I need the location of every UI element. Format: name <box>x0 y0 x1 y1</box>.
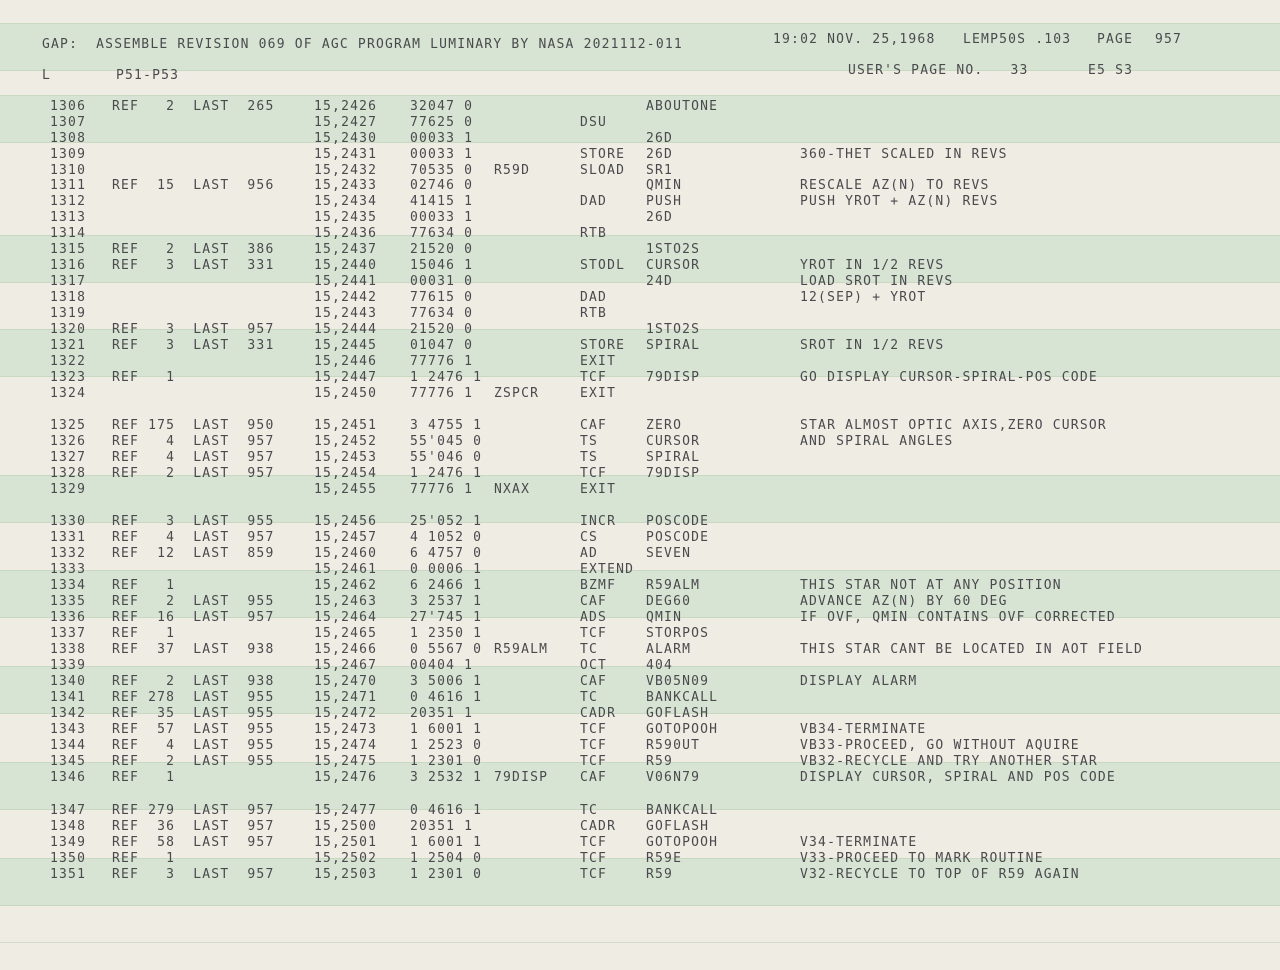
word-field: 77776 1 <box>410 386 474 401</box>
operand-field: CURSOR <box>646 434 701 449</box>
line-number: 1308 <box>50 131 87 146</box>
word-field: 00033 1 <box>410 131 474 146</box>
opcode-field: AD <box>580 546 599 561</box>
operand-field: ALARM <box>646 642 692 657</box>
ref-field: REF 12 LAST 859 <box>112 546 275 561</box>
word-field: 0 5567 0 <box>410 642 483 657</box>
left-mark: L <box>42 68 52 83</box>
word-field: 1 2523 0 <box>410 738 483 753</box>
address-field: 15,2465 <box>314 626 378 641</box>
comment-field: IF OVF, QMIN CONTAINS OVF CORRECTED <box>800 610 1116 625</box>
address-field: 15,2470 <box>314 674 378 689</box>
opcode-field: TS <box>580 434 599 449</box>
comment-field: V34-TERMINATE <box>800 835 918 850</box>
word-field: 1 2301 0 <box>410 867 483 882</box>
operand-field: 24D <box>646 274 674 289</box>
word-field: 1 2504 0 <box>410 851 483 866</box>
address-field: 15,2472 <box>314 706 378 721</box>
ref-field: REF 58 LAST 957 <box>112 835 275 850</box>
opcode-field: INCR <box>580 514 617 529</box>
comment-field: 12(SEP) + YROT <box>800 290 927 305</box>
line-number: 1306 <box>50 99 87 114</box>
address-field: 15,2432 <box>314 163 378 178</box>
operand-field: 1STO2S <box>646 242 701 257</box>
address-field: 15,2503 <box>314 867 378 882</box>
word-field: 21520 0 <box>410 322 474 337</box>
address-field: 15,2427 <box>314 115 378 130</box>
ref-field: REF 1 <box>112 851 176 866</box>
word-field: 21520 0 <box>410 242 474 257</box>
address-field: 15,2462 <box>314 578 378 593</box>
operand-field: 26D <box>646 210 674 225</box>
operand-field: R590UT <box>646 738 701 753</box>
line-number: 1351 <box>50 867 87 882</box>
operand-field: 79DISP <box>646 466 701 481</box>
address-field: 15,2464 <box>314 610 378 625</box>
ref-field: REF 4 LAST 957 <box>112 530 275 545</box>
comment-field: PUSH YROT + AZ(N) REVS <box>800 194 999 209</box>
ref-field: REF 57 LAST 955 <box>112 722 275 737</box>
word-field: 3 2537 1 <box>410 594 483 609</box>
operand-field: SR1 <box>646 163 674 178</box>
comment-field: VB33-PROCEED, GO WITHOUT AQUIRE <box>800 738 1080 753</box>
ref-field: REF 2 LAST 955 <box>112 594 275 609</box>
ref-field: REF 3 LAST 331 <box>112 338 275 353</box>
opcode-field: TCF <box>580 626 608 641</box>
address-field: 15,2500 <box>314 819 378 834</box>
ref-field: REF 1 <box>112 626 176 641</box>
ref-field: REF 2 LAST 386 <box>112 242 275 257</box>
word-field: 25'052 1 <box>410 514 483 529</box>
operand-field: GOFLASH <box>646 819 710 834</box>
opcode-field: TCF <box>580 370 608 385</box>
comment-field: STAR ALMOST OPTIC AXIS,ZERO CURSOR <box>800 418 1107 433</box>
operand-field: R59E <box>646 851 683 866</box>
address-field: 15,2502 <box>314 851 378 866</box>
operand-field: QMIN <box>646 610 683 625</box>
line-number: 1321 <box>50 338 87 353</box>
opcode-field: EXIT <box>580 386 617 401</box>
operand-field: ZERO <box>646 418 683 433</box>
line-number: 1341 <box>50 690 87 705</box>
line-number: 1310 <box>50 163 87 178</box>
word-field: 32047 0 <box>410 99 474 114</box>
operand-field: SPIRAL <box>646 450 701 465</box>
line-number: 1325 <box>50 418 87 433</box>
address-field: 15,2443 <box>314 306 378 321</box>
address-field: 15,2437 <box>314 242 378 257</box>
ref-field: REF 2 LAST 938 <box>112 674 275 689</box>
address-field: 15,2440 <box>314 258 378 273</box>
word-field: 1 2476 1 <box>410 370 483 385</box>
word-field: 6 4757 0 <box>410 546 483 561</box>
comment-field: ADVANCE AZ(N) BY 60 DEG <box>800 594 1008 609</box>
line-number: 1309 <box>50 147 87 162</box>
line-number: 1334 <box>50 578 87 593</box>
word-field: 41415 1 <box>410 194 474 209</box>
comment-field: RESCALE AZ(N) TO REVS <box>800 178 990 193</box>
address-field: 15,2452 <box>314 434 378 449</box>
operand-field: BANKCALL <box>646 690 719 705</box>
paper-band <box>0 858 1280 906</box>
line-number: 1318 <box>50 290 87 305</box>
operand-field: PUSH <box>646 194 683 209</box>
comment-field: VB34-TERMINATE <box>800 722 927 737</box>
ref-field: REF 2 LAST 957 <box>112 466 275 481</box>
operand-field: POSCODE <box>646 530 710 545</box>
opcode-field: TCF <box>580 867 608 882</box>
address-field: 15,2434 <box>314 194 378 209</box>
ref-field: REF 3 LAST 955 <box>112 514 275 529</box>
operand-field: QMIN <box>646 178 683 193</box>
opcode-field: EXIT <box>580 482 617 497</box>
line-number: 1345 <box>50 754 87 769</box>
word-field: 77625 0 <box>410 115 474 130</box>
listing-job: LEMP50S .103 <box>963 32 1072 47</box>
line-number: 1314 <box>50 226 87 241</box>
address-field: 15,2445 <box>314 338 378 353</box>
line-number: 1331 <box>50 530 87 545</box>
word-field: 70535 0 <box>410 163 474 178</box>
opcode-field: CADR <box>580 819 617 834</box>
word-field: 20351 1 <box>410 819 474 834</box>
address-field: 15,2467 <box>314 658 378 673</box>
address-field: 15,2455 <box>314 482 378 497</box>
line-number: 1327 <box>50 450 87 465</box>
paper-rule <box>0 942 1280 943</box>
address-field: 15,2477 <box>314 803 378 818</box>
address-field: 15,2463 <box>314 594 378 609</box>
ref-field: REF 2 LAST 955 <box>112 754 275 769</box>
opcode-field: TS <box>580 450 599 465</box>
opcode-field: TC <box>580 642 599 657</box>
line-number: 1344 <box>50 738 87 753</box>
address-field: 15,2451 <box>314 418 378 433</box>
line-number: 1339 <box>50 658 87 673</box>
operand-field: VB05N09 <box>646 674 710 689</box>
line-number: 1340 <box>50 674 87 689</box>
listing-datetime: 19:02 NOV. 25,1968 <box>773 32 936 47</box>
address-field: 15,2471 <box>314 690 378 705</box>
line-number: 1322 <box>50 354 87 369</box>
comment-field: DISPLAY ALARM <box>800 674 918 689</box>
opcode-field: CADR <box>580 706 617 721</box>
operand-field: CURSOR <box>646 258 701 273</box>
comment-field: THIS STAR NOT AT ANY POSITION <box>800 578 1062 593</box>
address-field: 15,2442 <box>314 290 378 305</box>
line-number: 1323 <box>50 370 87 385</box>
ref-field: REF 35 LAST 955 <box>112 706 275 721</box>
opcode-field: CAF <box>580 674 608 689</box>
opcode-field: CAF <box>580 418 608 433</box>
operand-field: ABOUTONE <box>646 99 719 114</box>
line-number: 1328 <box>50 466 87 481</box>
word-field: 55'046 0 <box>410 450 483 465</box>
label-field: NXAX <box>494 482 531 497</box>
opcode-field: ADS <box>580 610 608 625</box>
line-number: 1337 <box>50 626 87 641</box>
comment-field: YROT IN 1/2 REVS <box>800 258 945 273</box>
label-field: 79DISP <box>494 770 549 785</box>
address-field: 15,2446 <box>314 354 378 369</box>
label-field: ZSPCR <box>494 386 540 401</box>
word-field: 77634 0 <box>410 226 474 241</box>
line-number: 1330 <box>50 514 87 529</box>
word-field: 0 4616 1 <box>410 803 483 818</box>
listing-title: GAP: ASSEMBLE REVISION 069 OF AGC PROGRAM LUMINARY BY NASA 2021112-011 <box>42 37 683 52</box>
address-field: 15,2456 <box>314 514 378 529</box>
operand-field: 1STO2S <box>646 322 701 337</box>
word-field: 27'745 1 <box>410 610 483 625</box>
line-number: 1349 <box>50 835 87 850</box>
word-field: 3 2532 1 <box>410 770 483 785</box>
word-field: 15046 1 <box>410 258 474 273</box>
operand-field: STORPOS <box>646 626 710 641</box>
word-field: 1 6001 1 <box>410 835 483 850</box>
address-field: 15,2447 <box>314 370 378 385</box>
line-number: 1347 <box>50 803 87 818</box>
opcode-field: TCF <box>580 851 608 866</box>
address-field: 15,2474 <box>314 738 378 753</box>
comment-field: AND SPIRAL ANGLES <box>800 434 954 449</box>
line-number: 1317 <box>50 274 87 289</box>
comment-field: DISPLAY CURSOR, SPIRAL AND POS CODE <box>800 770 1116 785</box>
word-field: 1 2350 1 <box>410 626 483 641</box>
word-field: 00404 1 <box>410 658 474 673</box>
address-field: 15,2430 <box>314 131 378 146</box>
ref-field: REF 16 LAST 957 <box>112 610 275 625</box>
ref-field: REF 4 LAST 957 <box>112 434 275 449</box>
ref-field: REF 2 LAST 265 <box>112 99 275 114</box>
ref-field: REF 175 LAST 950 <box>112 418 275 433</box>
line-number: 1348 <box>50 819 87 834</box>
line-number: 1332 <box>50 546 87 561</box>
operand-field: POSCODE <box>646 514 710 529</box>
word-field: 02746 0 <box>410 178 474 193</box>
word-field: 77615 0 <box>410 290 474 305</box>
ref-field: REF 37 LAST 938 <box>112 642 275 657</box>
comment-field: V33-PROCEED TO MARK ROUTINE <box>800 851 1044 866</box>
page-label: PAGE <box>1097 32 1134 47</box>
line-number: 1336 <box>50 610 87 625</box>
word-field: 3 4755 1 <box>410 418 483 433</box>
opcode-field: STODL <box>580 258 626 273</box>
opcode-field: TCF <box>580 738 608 753</box>
word-field: 4 1052 0 <box>410 530 483 545</box>
address-field: 15,2453 <box>314 450 378 465</box>
ref-field: REF 3 LAST 331 <box>112 258 275 273</box>
ref-field: REF 1 <box>112 370 176 385</box>
address-field: 15,2475 <box>314 754 378 769</box>
ref-field: REF 4 LAST 957 <box>112 450 275 465</box>
operand-field: 404 <box>646 658 674 673</box>
operand-field: GOTOPOOH <box>646 835 719 850</box>
comment-field: V32-RECYCLE TO TOP OF R59 AGAIN <box>800 867 1080 882</box>
ref-field: REF 3 LAST 957 <box>112 322 275 337</box>
word-field: 77776 1 <box>410 482 474 497</box>
word-field: 20351 1 <box>410 706 474 721</box>
word-field: 00031 0 <box>410 274 474 289</box>
opcode-field: STORE <box>580 338 626 353</box>
comment-field: THIS STAR CANT BE LOCATED IN AOT FIELD <box>800 642 1144 657</box>
line-number: 1312 <box>50 194 87 209</box>
address-field: 15,2454 <box>314 466 378 481</box>
line-number: 1311 <box>50 178 87 193</box>
address-field: 15,2473 <box>314 722 378 737</box>
comment-field: VB32-RECYCLE AND TRY ANOTHER STAR <box>800 754 1098 769</box>
opcode-field: CAF <box>580 770 608 785</box>
opcode-field: DAD <box>580 194 608 209</box>
address-field: 15,2426 <box>314 99 378 114</box>
opcode-field: EXIT <box>580 354 617 369</box>
line-number: 1315 <box>50 242 87 257</box>
line-number: 1338 <box>50 642 87 657</box>
ref-field: REF 1 <box>112 770 176 785</box>
operand-field: R59ALM <box>646 578 701 593</box>
ref-field: REF 4 LAST 955 <box>112 738 275 753</box>
opcode-field: RTB <box>580 226 608 241</box>
word-field: 1 2476 1 <box>410 466 483 481</box>
opcode-field: DSU <box>580 115 608 130</box>
address-field: 15,2436 <box>314 226 378 241</box>
comment-field: LOAD SROT IN REVS <box>800 274 954 289</box>
address-field: 15,2457 <box>314 530 378 545</box>
program-range: P51-P53 <box>116 68 180 83</box>
word-field: 0 4616 1 <box>410 690 483 705</box>
ref-field: REF 279 LAST 957 <box>112 803 275 818</box>
label-field: R59ALM <box>494 642 549 657</box>
opcode-field: OCT <box>580 658 608 673</box>
line-number: 1343 <box>50 722 87 737</box>
operand-field: GOTOPOOH <box>646 722 719 737</box>
ref-field: REF 1 <box>112 578 176 593</box>
users-page-number: USER'S PAGE NO. 33 <box>848 63 1029 78</box>
word-field: 77634 0 <box>410 306 474 321</box>
opcode-field: DAD <box>580 290 608 305</box>
ref-field: REF 36 LAST 957 <box>112 819 275 834</box>
opcode-field: EXTEND <box>580 562 635 577</box>
address-field: 15,2433 <box>314 178 378 193</box>
comment-field: GO DISPLAY CURSOR-SPIRAL-POS CODE <box>800 370 1098 385</box>
line-number: 1333 <box>50 562 87 577</box>
address-field: 15,2431 <box>314 147 378 162</box>
word-field: 0 0006 1 <box>410 562 483 577</box>
line-number: 1346 <box>50 770 87 785</box>
word-field: 77776 1 <box>410 354 474 369</box>
address-field: 15,2466 <box>314 642 378 657</box>
word-field: 01047 0 <box>410 338 474 353</box>
word-field: 6 2466 1 <box>410 578 483 593</box>
word-field: 1 2301 0 <box>410 754 483 769</box>
comment-field: 360-THET SCALED IN REVS <box>800 147 1008 162</box>
comment-field: SROT IN 1/2 REVS <box>800 338 945 353</box>
address-field: 15,2444 <box>314 322 378 337</box>
address-field: 15,2461 <box>314 562 378 577</box>
operand-field: DEG60 <box>646 594 692 609</box>
address-field: 15,2441 <box>314 274 378 289</box>
line-number: 1319 <box>50 306 87 321</box>
word-field: 3 5006 1 <box>410 674 483 689</box>
operand-field: GOFLASH <box>646 706 710 721</box>
section-code: E5 S3 <box>1088 63 1134 78</box>
opcode-field: RTB <box>580 306 608 321</box>
opcode-field: SLOAD <box>580 163 626 178</box>
operand-field: SPIRAL <box>646 338 701 353</box>
ref-field: REF 3 LAST 957 <box>112 867 275 882</box>
line-number: 1329 <box>50 482 87 497</box>
line-number: 1313 <box>50 210 87 225</box>
operand-field: 79DISP <box>646 370 701 385</box>
line-number: 1342 <box>50 706 87 721</box>
ref-field: REF 278 LAST 955 <box>112 690 275 705</box>
line-number: 1307 <box>50 115 87 130</box>
line-number: 1335 <box>50 594 87 609</box>
opcode-field: STORE <box>580 147 626 162</box>
opcode-field: TC <box>580 690 599 705</box>
operand-field: R59 <box>646 754 674 769</box>
opcode-field: TCF <box>580 466 608 481</box>
address-field: 15,2435 <box>314 210 378 225</box>
word-field: 1 6001 1 <box>410 722 483 737</box>
operand-field: 26D <box>646 131 674 146</box>
operand-field: 26D <box>646 147 674 162</box>
word-field: 00033 1 <box>410 210 474 225</box>
label-field: R59D <box>494 163 531 178</box>
address-field: 15,2460 <box>314 546 378 561</box>
opcode-field: CS <box>580 530 599 545</box>
line-number: 1350 <box>50 851 87 866</box>
page-number: 957 <box>1155 32 1183 47</box>
opcode-field: CAF <box>580 594 608 609</box>
operand-field: R59 <box>646 867 674 882</box>
line-number: 1324 <box>50 386 87 401</box>
opcode-field: BZMF <box>580 578 617 593</box>
address-field: 15,2450 <box>314 386 378 401</box>
operand-field: SEVEN <box>646 546 692 561</box>
opcode-field: TCF <box>580 722 608 737</box>
word-field: 00033 1 <box>410 147 474 162</box>
opcode-field: TCF <box>580 754 608 769</box>
ref-field: REF 15 LAST 956 <box>112 178 275 193</box>
operand-field: BANKCALL <box>646 803 719 818</box>
address-field: 15,2476 <box>314 770 378 785</box>
opcode-field: TC <box>580 803 599 818</box>
line-number: 1320 <box>50 322 87 337</box>
line-number: 1326 <box>50 434 87 449</box>
word-field: 55'045 0 <box>410 434 483 449</box>
operand-field: V06N79 <box>646 770 701 785</box>
line-number: 1316 <box>50 258 87 273</box>
opcode-field: TCF <box>580 835 608 850</box>
address-field: 15,2501 <box>314 835 378 850</box>
